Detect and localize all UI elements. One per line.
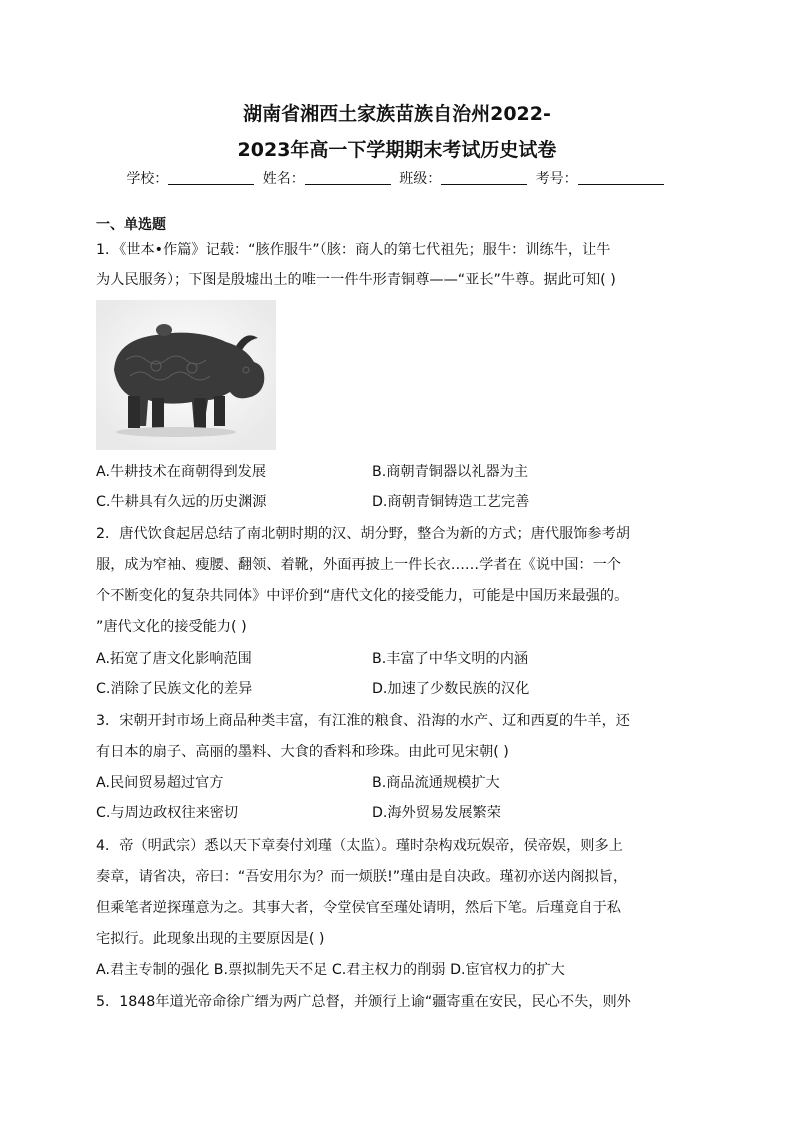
question-1-option-d[interactable]: D.商朝青铜铸造工艺完善 <box>372 494 530 510</box>
question-3-line-1: 3．宋朝开封市场上商品种类丰富，有江淮的粮食、沿海的水产、辽和西夏的牛羊，还 <box>96 713 630 729</box>
question-3-line-2: 有日本的扇子、高丽的墨料、大食的香料和珍珠。由此可见宋朝( ) <box>96 744 509 760</box>
school-blank[interactable] <box>168 170 254 185</box>
question-2-option-b[interactable]: B.丰富了中华文明的内涵 <box>372 651 529 667</box>
question-1-line-2: 为人民服务）；下图是殷墟出土的唯一一件牛形青铜尊——“亚长”牛尊。据此可知( ) <box>96 272 616 288</box>
section-heading: 一、单选题 <box>96 217 166 233</box>
class-blank[interactable] <box>441 170 527 185</box>
question-2-option-a[interactable]: A.拓宽了唐文化影响范围 <box>96 651 252 667</box>
exam-title-line2: 2023年高一下学期期末考试历史试卷 <box>237 139 557 161</box>
question-4-line-2: 奏章，请省决，帝曰：“吾安用尔为？而一烦朕!”瑾由是自决政。瑾初亦送内阁拟旨， <box>96 869 628 885</box>
question-2-option-d[interactable]: D.加速了少数民族的汉化 <box>372 681 530 697</box>
question-2-line-2: 服，成为窄袖、瘦腰、翻领、着靴，外面再披上一件长衣……学者在《说中国：一个 <box>96 557 621 573</box>
question-2-line-1: 2．唐代饮食起居总结了南北朝时期的汉、胡分野，整合为新的方式；唐代服饰参考胡 <box>96 526 630 542</box>
question-2-line-3: 个不断变化的复杂共同体》中评价到“唐代文化的接受能力，可能是中国历来最强的。 <box>96 588 629 604</box>
question-4-line-1: 4．帝（明武宗）悉以天下章奏付刘瑾（太监）。瑾时杂构戏玩娱帝，侯帝娱，则多上 <box>96 838 623 854</box>
ox-bronze-image <box>96 300 276 450</box>
question-4-line-4: 宅拟行。此现象出现的主要原因是( ) <box>96 931 325 947</box>
exam-number-blank[interactable] <box>578 170 664 185</box>
name-label: 姓名： <box>262 171 305 187</box>
question-3-option-a[interactable]: A.民间贸易超过官方 <box>96 775 224 791</box>
exam-title-line1: 湖南省湘西土家族苗族自治州2022- <box>243 103 551 125</box>
name-blank[interactable] <box>305 170 391 185</box>
bronze-ox-zun-photo <box>96 300 276 450</box>
question-4-line-3: 但乘笔者逆探瑾意为之。其事大者，令堂侯官至瑾处请明，然后下笔。后瑾竟自于私 <box>96 900 621 916</box>
class-label: 班级： <box>399 171 442 187</box>
question-1-option-a[interactable]: A.牛耕技术在商朝得到发展 <box>96 464 267 480</box>
exam-number-label: 考号： <box>535 171 578 187</box>
question-4-options[interactable]: A.君主专制的强化 B.票拟制先天不足 C.君主权力的削弱 D.宦官权力的扩大 <box>96 962 565 978</box>
student-info-fields <box>0 168 794 190</box>
school-label: 学校： <box>126 171 169 187</box>
question-2-line-4: ”唐代文化的接受能力( ) <box>96 619 247 635</box>
question-1-option-c[interactable]: C.牛耕具有久远的历史渊源 <box>96 494 267 510</box>
question-1-line-1: 1．《世本•作篇》记载：“胲作服牛”（胲：商人的第七代祖先；服牛：训练牛，让牛 <box>96 242 611 258</box>
question-5-line-1: 5．1848年道光帝命徐广缙为两广总督，并颁行上谕“疆寄重在安民，民心不失，则外 <box>96 994 631 1010</box>
question-1-option-b[interactable]: B.商朝青铜器以礼器为主 <box>372 464 529 480</box>
question-3-option-c[interactable]: C.与周边政权往来密切 <box>96 805 239 821</box>
question-3-option-b[interactable]: B.商品流通规模扩大 <box>372 775 500 791</box>
question-3-option-d[interactable]: D.海外贸易发展繁荣 <box>372 805 501 821</box>
question-2-option-c[interactable]: C.消除了民族文化的差异 <box>96 681 253 697</box>
